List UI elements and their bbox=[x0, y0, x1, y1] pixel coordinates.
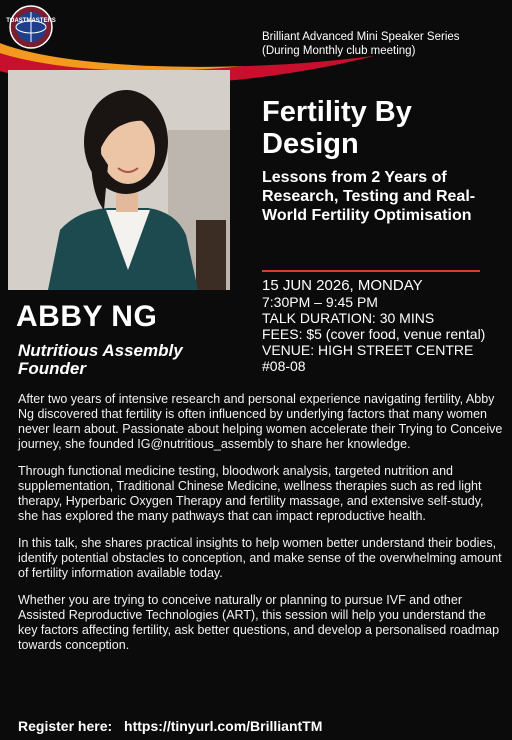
event-details bbox=[262, 278, 507, 374]
event-venue: VENUE: HIGH STREET CENTRE bbox=[262, 342, 474, 358]
talk-duration: TALK DURATION: 30 MINS bbox=[262, 310, 435, 326]
event-fees: FEES: $5 (cover food, venue rental) bbox=[262, 326, 486, 342]
series-note: (During Monthly club meeting) bbox=[262, 45, 416, 57]
description-paragraph-3: In this talk, she shares practical insights to help women better understand their bodies, identify potential obstacles to conception, and make sense of the overwhelming amount of fertility information available today. bbox=[18, 536, 502, 580]
description-paragraph-4: Whether you are trying to conceive naturally or planning to pursue IVF and other Assisted Reproductive Technologies (ART), this session will help you understand the key factors affecting fertility, ask better questions, and develop a personalised roadmap towards conception. bbox=[18, 593, 500, 652]
talk-subtitle: Lessons from 2 Years of Research, Testing and Real-World Fertility Optimisation bbox=[262, 169, 476, 224]
series-heading bbox=[262, 30, 502, 58]
talk-title-line-2: Design bbox=[262, 128, 359, 160]
speaker-name: ABBY NG bbox=[16, 300, 158, 333]
talk-title bbox=[262, 96, 502, 160]
registration bbox=[18, 718, 322, 734]
speaker-photo bbox=[8, 70, 230, 290]
divider-line bbox=[262, 270, 480, 272]
event-time: 7:30PM – 9:45 PM bbox=[262, 294, 378, 310]
register-label: Register here: bbox=[18, 718, 113, 734]
logo-text: TOASTMASTERS bbox=[6, 18, 56, 24]
talk-description bbox=[18, 392, 506, 665]
description-paragraph-2: Through functional medicine testing, bloodwork analysis, targeted nutrition and supplementation, Traditional Chinese Medicine, wellness therapies such as red light therapy, Hyperbaric Oxygen Therapy and fertility massage, and extensive self-study, she has explored the many pathways that can impact reproductive health. bbox=[18, 464, 484, 523]
series-name: Brilliant Advanced Mini Speaker Series bbox=[262, 31, 460, 43]
description-paragraph-1: After two years of intensive research and personal experience navigating fertility, Abby Ng discovered that fertility is often influenced by underlying factors that many women never learn about. Passionate about helping women accelerate their Trying to Conceive journey, she founded IG@nutritious_assembly to share her knowledge. bbox=[18, 392, 503, 451]
register-link[interactable]: https://tinyurl.com/BrilliantTM bbox=[124, 718, 323, 734]
talk-title-line-1: Fertility By bbox=[262, 96, 412, 128]
speaker-role: Nutritious Assembly Founder bbox=[18, 341, 183, 378]
toastmasters-logo bbox=[8, 4, 54, 50]
venue-unit: #08-08 bbox=[262, 358, 306, 374]
event-date: 15 JUN 2026, MONDAY bbox=[262, 277, 423, 294]
